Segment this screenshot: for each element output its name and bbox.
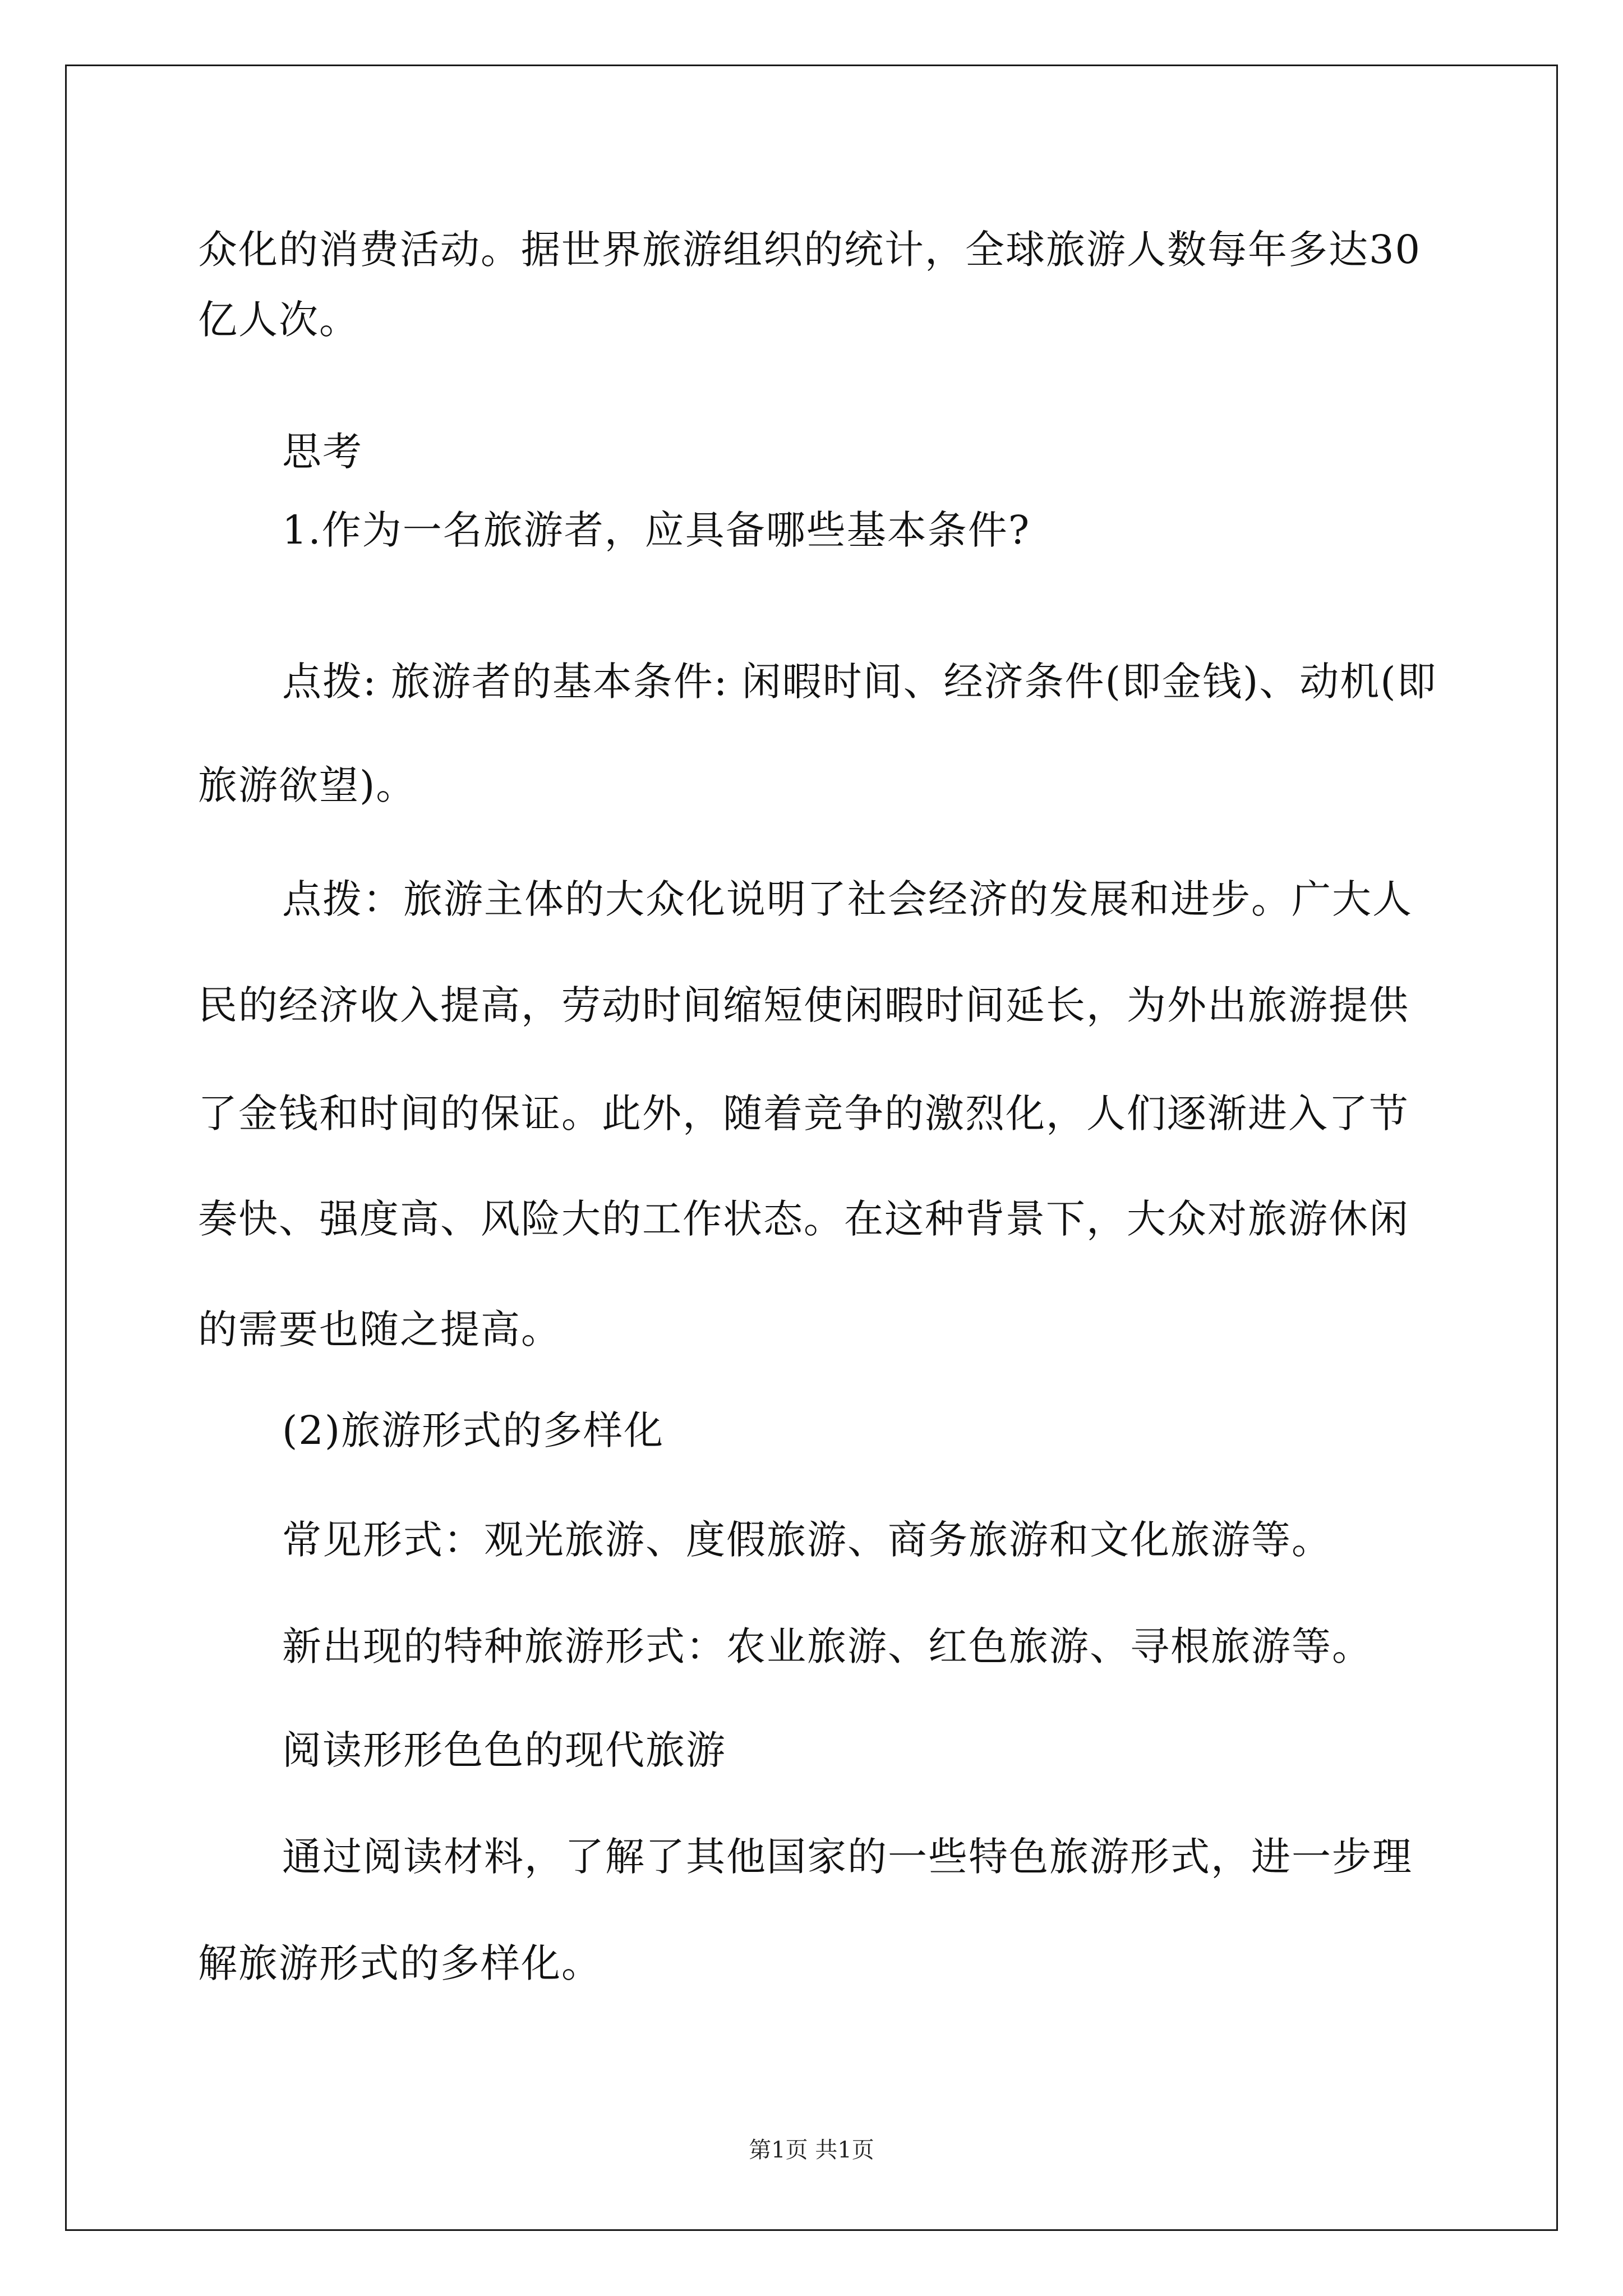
section-heading: 阅读形形色色的现代旅游	[282, 1727, 726, 1773]
page-border	[65, 65, 1558, 2231]
section-heading: 思考	[282, 429, 363, 475]
paragraph-line: 常见形式：观光旅游、度假旅游、商务旅游和文化旅游等。	[282, 1517, 1332, 1563]
paragraph-line: 解旅游形式的多样化。	[198, 1940, 602, 1986]
paragraph-line: 众化的消费活动。据世界旅游组织的统计，全球旅游人数每年多达30	[198, 227, 1422, 273]
section-heading: (2)旅游形式的多样化	[282, 1407, 665, 1453]
paragraph-line: 奏快、强度高、风险大的工作状态。在这种背景下，大众对旅游休闲	[198, 1196, 1409, 1242]
paragraph-line: 点拨: 旅游者的基本条件: 闲暇时间、经济条件(即金钱)、动机(即	[282, 659, 1437, 705]
paragraph-line: 新出现的特种旅游形式：农业旅游、红色旅游、寻根旅游等。	[282, 1623, 1372, 1669]
page-footer: 第1页 共1页	[749, 2137, 874, 2163]
question-line: 1.作为一名旅游者，应具备哪些基本条件?	[282, 507, 1031, 553]
paragraph-line: 点拨：旅游主体的大众化说明了社会经济的发展和进步。广大人	[282, 876, 1413, 922]
paragraph-line: 了金钱和时间的保证。此外，随着竞争的激烈化，人们逐渐进入了节	[198, 1091, 1409, 1137]
paragraph-line: 通过阅读材料，了解了其他国家的一些特色旅游形式，进一步理	[282, 1834, 1413, 1880]
paragraph-line: 亿人次。	[198, 297, 359, 343]
paragraph-line: 民的经济收入提高，劳动时间缩短使闲暇时间延长，为外出旅游提供	[198, 982, 1409, 1028]
paragraph-line: 的需要也随之提高。	[198, 1306, 561, 1352]
paragraph-line: 旅游欲望)。	[198, 762, 417, 808]
